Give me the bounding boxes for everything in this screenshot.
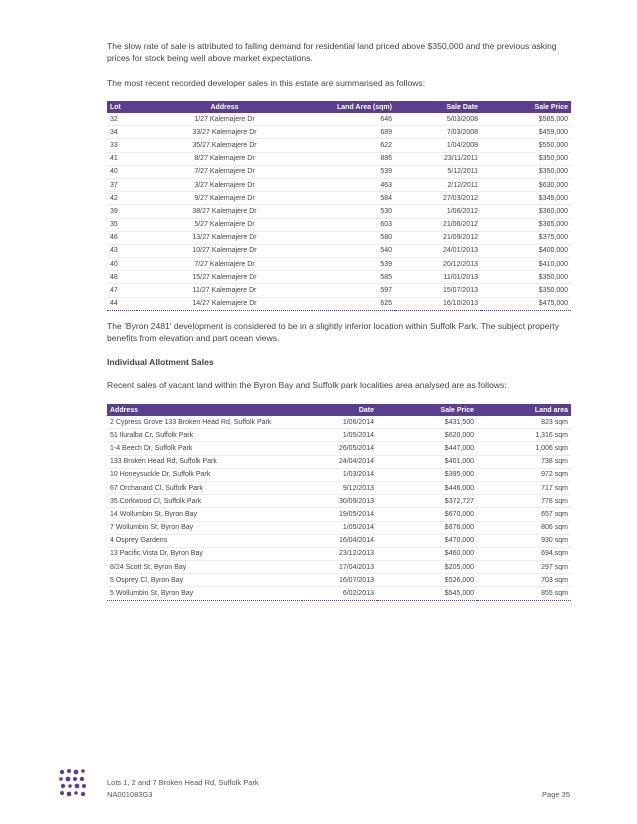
address-cell: 7/27 Kalemajere Dr: [137, 165, 312, 178]
address-cell: 14 Wollumbin St, Byron Bay: [107, 508, 302, 521]
sale-date-cell: 21/09/2012: [395, 231, 481, 244]
col-header-land-area: Land area: [534, 406, 568, 414]
page-number: Page 35: [542, 790, 570, 799]
sale-date-cell: 21/06/2012: [395, 218, 481, 231]
table-row: [107, 495, 571, 508]
sale-price-cell: $372,727: [377, 495, 477, 508]
land-area-cell: 703 sqm: [477, 574, 571, 587]
date-cell: 26/05/2014: [302, 442, 377, 455]
land-area-cell: 530: [312, 205, 395, 218]
sale-price-cell: $620,000: [377, 429, 477, 442]
table-row: [107, 534, 571, 547]
land-area-cell: 622: [312, 139, 395, 152]
table-row: [107, 442, 571, 455]
address-cell: 8/27 Kalemajere Dr: [137, 152, 312, 165]
lot-cell: 42: [107, 192, 137, 205]
col-header-land-area: Land Area (sqm): [337, 103, 392, 111]
col-header-address: Address: [210, 103, 239, 111]
lot-cell: 41: [107, 152, 137, 165]
table-row: [107, 416, 571, 429]
sale-price-cell: $205,000: [377, 561, 477, 574]
footer-reference: NA001083G3: [107, 790, 153, 799]
individual-sales-intro: Recent sales of vacant land within the Byron Bay and Suffolk park localities area analysed are as follows:: [107, 380, 507, 390]
individual-sales-header-row: [107, 404, 571, 416]
sale-price-cell: $360,000: [481, 205, 571, 218]
lot-cell: 40: [107, 258, 137, 271]
sale-price-cell: $431,500: [377, 416, 477, 429]
address-cell: 133 Broken Head Rd, Suffolk Park: [107, 455, 302, 468]
date-cell: 17/04/2013: [302, 561, 377, 574]
land-area-cell: 539: [312, 165, 395, 178]
table-row: [107, 521, 571, 534]
sale-date-cell: 20/12/2013: [395, 258, 481, 271]
sale-price-cell: $365,000: [481, 218, 571, 231]
sale-price-cell: $345,000: [481, 192, 571, 205]
land-area-cell: 694 sqm: [477, 547, 571, 560]
address-cell: 35/27 Kalemajere Dr: [137, 139, 312, 152]
sale-date-cell: 11/01/2013: [395, 271, 481, 284]
lot-cell: 44: [107, 297, 137, 310]
intro-paragraph: The slow rate of sale is attributed to falling demand for residential land priced above $350,000 and the previous asking prices for stock being well above market expectations.: [107, 41, 557, 63]
table-row: [107, 205, 571, 218]
land-area-cell: 580: [312, 231, 395, 244]
land-area-cell: 689: [312, 126, 395, 139]
lot-cell: 39: [107, 205, 137, 218]
lot-cell: 34: [107, 126, 137, 139]
land-area-cell: 539: [312, 258, 395, 271]
lot-cell: 47: [107, 284, 137, 297]
developer-sales-header-row: [107, 101, 571, 113]
table-row: [107, 547, 571, 560]
lot-cell: 40: [107, 165, 137, 178]
land-area-cell: 540: [312, 244, 395, 257]
sale-date-cell: 15/07/2013: [395, 284, 481, 297]
sale-price-cell: $350,000: [481, 284, 571, 297]
table-row: [107, 508, 571, 521]
sale-date-cell: 5/12/2011: [395, 165, 481, 178]
sale-date-cell: 5/03/2008: [395, 113, 481, 126]
developer-sales-intro: The most recent recorded developer sales in this estate are summarised as follows:: [107, 78, 426, 88]
address-cell: 13 Pacific Vista Dr, Byron Bay: [107, 547, 302, 560]
sale-price-cell: $876,000: [377, 521, 477, 534]
address-cell: 51 Iluralba Cr, Suffolk Park: [107, 429, 302, 442]
land-area-cell: 657 sqm: [477, 508, 571, 521]
address-cell: 5 Osprey Cl, Byron Bay: [107, 574, 302, 587]
sale-price-cell: $350,000: [481, 152, 571, 165]
address-cell: 15/27 Kalemajere Dr: [137, 271, 312, 284]
lot-cell: 48: [107, 271, 137, 284]
sale-date-cell: 16/10/2013: [395, 297, 481, 310]
sale-price-cell: $470,000: [377, 534, 477, 547]
sale-price-cell: $460,000: [377, 547, 477, 560]
table-row: [107, 455, 571, 468]
sale-date-cell: 2/12/2011: [395, 178, 481, 191]
land-area-cell: 717 sqm: [477, 481, 571, 494]
lot-cell: 37: [107, 178, 137, 191]
date-cell: 1/06/2014: [302, 416, 377, 429]
lot-cell: 46: [107, 231, 137, 244]
land-area-cell: 972 sqm: [477, 468, 571, 481]
land-area-cell: 646: [312, 113, 395, 126]
col-header-lot: Lot: [110, 103, 121, 111]
address-cell: 38/27 Kalemajere Dr: [137, 205, 312, 218]
date-cell: 1/05/2014: [302, 521, 377, 534]
address-cell: 4 Osprey Gardens: [107, 534, 302, 547]
company-logo: [58, 768, 98, 800]
table-row: [107, 481, 571, 494]
address-cell: 1-4 Beech Dr, Suffolk Park: [107, 442, 302, 455]
land-area-cell: 855 sqm: [477, 587, 571, 600]
table-row: [107, 284, 571, 297]
date-cell: 16/07/2013: [302, 574, 377, 587]
date-cell: 9/12/2013: [302, 481, 377, 494]
table-row: [107, 574, 571, 587]
sale-date-cell: 1/04/2008: [395, 139, 481, 152]
table-row: [107, 244, 571, 257]
table-row: [107, 297, 571, 310]
land-area-cell: 585: [312, 271, 395, 284]
date-cell: 16/04/2014: [302, 534, 377, 547]
date-cell: 1/03/2014: [302, 468, 377, 481]
land-area-cell: 597: [312, 284, 395, 297]
land-area-cell: 738 sqm: [477, 455, 571, 468]
footer-address: Lots 1, 2 and 7 Broken Head Rd, Suffolk Park: [107, 778, 259, 787]
address-cell: 2 Cypress Grove 133 Broken Head Rd, Suffolk Park: [107, 416, 302, 429]
table-row: [107, 468, 571, 481]
sale-price-cell: $545,000: [377, 587, 477, 600]
land-area-cell: 584: [312, 192, 395, 205]
address-cell: 9/27 Kalemajere Dr: [137, 192, 312, 205]
address-cell: 7 Wollumbin St, Byron Bay: [107, 521, 302, 534]
col-header-sale-price: Sale Price: [534, 103, 568, 111]
table-row: [107, 113, 571, 126]
sale-price-cell: $350,000: [481, 165, 571, 178]
table-row: [107, 139, 571, 152]
table-row: [107, 429, 571, 442]
individual-sales-heading: Individual Allotment Sales: [107, 357, 214, 367]
land-area-cell: 463: [312, 178, 395, 191]
sale-date-cell: 27/03/2012: [395, 192, 481, 205]
sale-date-cell: 23/11/2011: [395, 152, 481, 165]
land-area-cell: 297 sqm: [477, 561, 571, 574]
land-area-cell: 1,316 sqm: [477, 429, 571, 442]
table-row: [107, 218, 571, 231]
address-cell: 11/27 Kalemajere Dr: [137, 284, 312, 297]
developer-sales-table: [107, 101, 571, 311]
table-row: [107, 178, 571, 191]
address-cell: 8/24 Scott St, Byron Bay: [107, 561, 302, 574]
address-cell: 5 Wollumbin St, Byron Bay: [107, 587, 302, 600]
date-cell: 23/12/2013: [302, 547, 377, 560]
table-row: [107, 561, 571, 574]
sale-price-cell: $350,000: [481, 271, 571, 284]
sale-date-cell: 7/03/2008: [395, 126, 481, 139]
land-area-cell: 778 sqm: [477, 495, 571, 508]
col-header-sale-price: Sale Price: [440, 406, 474, 414]
address-cell: 1/27 Kalemajere Dr: [137, 113, 312, 126]
sale-price-cell: $475,000: [481, 297, 571, 310]
sale-date-cell: 1/06/2012: [395, 205, 481, 218]
sale-price-cell: $526,000: [377, 574, 477, 587]
address-cell: 67 Orchanard Cl, Suffolk Park: [107, 481, 302, 494]
address-cell: 10/27 Kalemajere Dr: [137, 244, 312, 257]
col-header-sale-date: Sale Date: [446, 103, 478, 111]
sale-date-cell: 24/01/2013: [395, 244, 481, 257]
address-cell: 10 Honeysuckle Dr, Suffolk Park: [107, 468, 302, 481]
land-area-cell: 886: [312, 152, 395, 165]
sale-price-cell: $401,000: [377, 455, 477, 468]
land-area-cell: 1,006 sqm: [477, 442, 571, 455]
sale-price-cell: $410,000: [481, 258, 571, 271]
address-cell: 3/27 Kalemajere Dr: [137, 178, 312, 191]
table-row: [107, 271, 571, 284]
land-area-cell: 823 sqm: [477, 416, 571, 429]
sale-price-cell: $375,000: [481, 231, 571, 244]
date-cell: 6/02/2013: [302, 587, 377, 600]
lot-cell: 32: [107, 113, 137, 126]
col-header-address: Address: [110, 406, 139, 414]
sale-price-cell: $446,000: [377, 481, 477, 494]
table-row: [107, 192, 571, 205]
address-cell: 13/27 Kalemajere Dr: [137, 231, 312, 244]
lot-cell: 33: [107, 139, 137, 152]
land-area-cell: 930 sqm: [477, 534, 571, 547]
byron-paragraph: The 'Byron 2481' development is considered to be in a slightly inferior location within Suffolk Park. The subject property benefits from elevation and part ocean views.: [107, 321, 559, 343]
address-cell: 33/27 Kalemajere Dr: [137, 126, 312, 139]
address-cell: 7/27 Kalemajere Dr: [137, 258, 312, 271]
sale-price-cell: $447,000: [377, 442, 477, 455]
date-cell: 30/09/2013: [302, 495, 377, 508]
col-header-date: Date: [358, 406, 374, 414]
lot-cell: 43: [107, 244, 137, 257]
sale-price-cell: $459,000: [481, 126, 571, 139]
date-cell: 1/05/2014: [302, 429, 377, 442]
address-cell: 5/27 Kalemajere Dr: [137, 218, 312, 231]
table-row: [107, 258, 571, 271]
table-row: [107, 587, 571, 600]
land-area-cell: 603: [312, 218, 395, 231]
sale-price-cell: $395,000: [377, 468, 477, 481]
lot-cell: 35: [107, 218, 137, 231]
date-cell: 24/04/2014: [302, 455, 377, 468]
individual-sales-table: [107, 404, 571, 601]
table-row: [107, 126, 571, 139]
table-row: [107, 165, 571, 178]
land-area-cell: 806 sqm: [477, 521, 571, 534]
address-cell: 14/27 Kalemajere Dr: [137, 297, 312, 310]
address-cell: 35 Corkwood Cl, Suffolk Park: [107, 495, 302, 508]
table-row: [107, 231, 571, 244]
date-cell: 19/05/2014: [302, 508, 377, 521]
sale-price-cell: $630,000: [481, 178, 571, 191]
sale-price-cell: $670,000: [377, 508, 477, 521]
sale-price-cell: $550,000: [481, 139, 571, 152]
land-area-cell: 625: [312, 297, 395, 310]
sale-price-cell: $585,000: [481, 113, 571, 126]
sale-price-cell: $400,000: [481, 244, 571, 257]
table-row: [107, 152, 571, 165]
